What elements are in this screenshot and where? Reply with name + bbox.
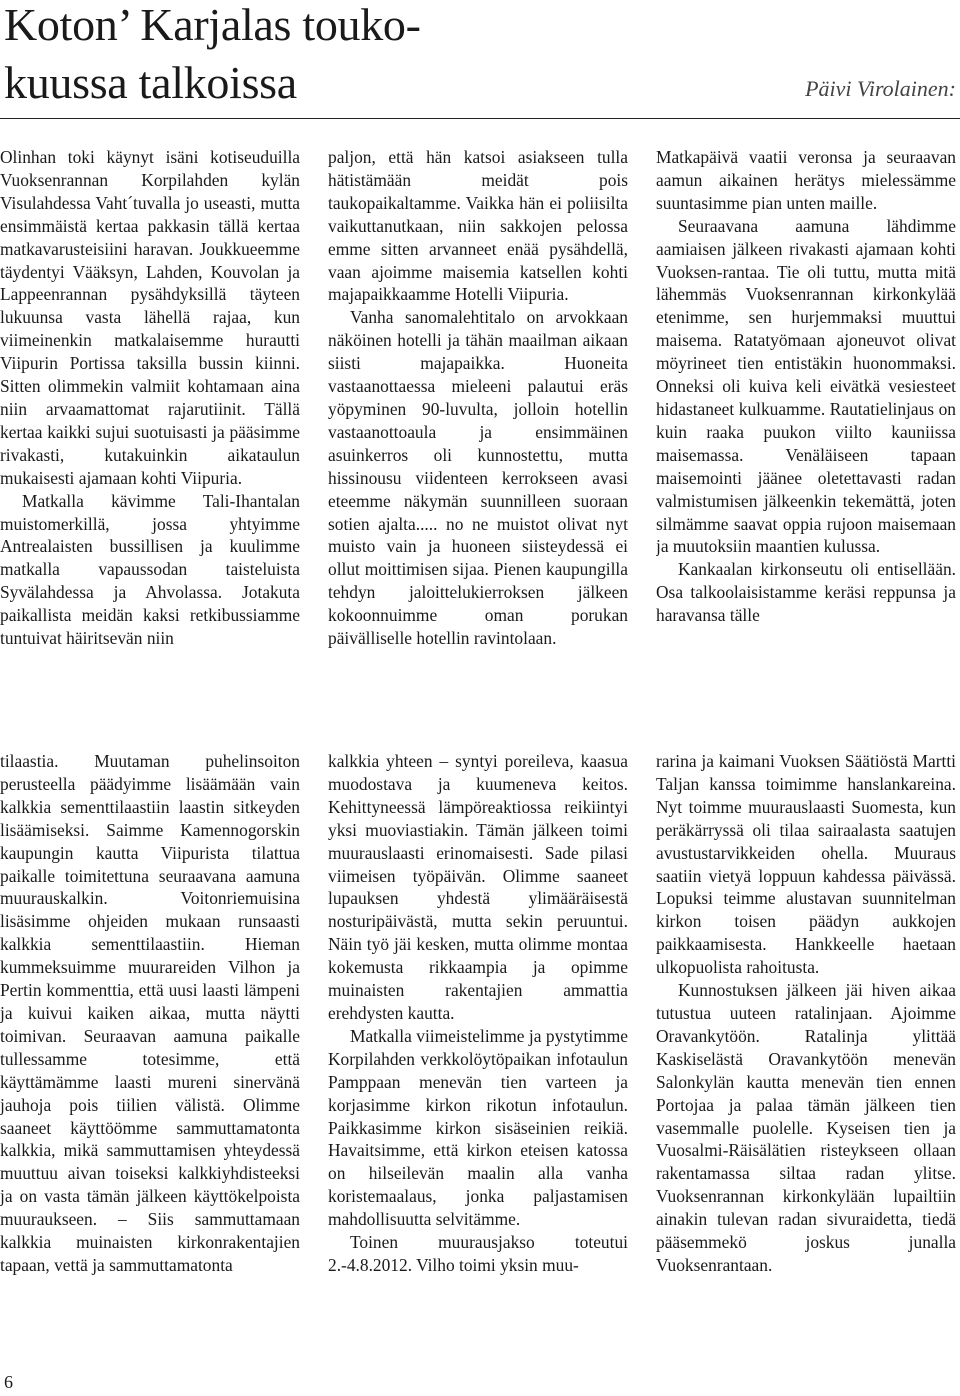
paragraph: paljon, että hän katsoi asiakseen tulla hätistämään meidät pois taukopaikaltamme. Vaikka hän ei poliisilta vaikuttanutkaan, niin sakkojen pelossa emme sitten arvanneet enää pysähdellä, vaan ajoimme maisemia katsellen kohti majapaikkaamme Hotelli Viipuria. xyxy=(328,147,628,305)
column-bottom-left xyxy=(0,750,300,1350)
article-title: Koton’ Karjalas touko- kuussa talkoissa xyxy=(4,0,421,108)
column-top-right xyxy=(656,146,956,724)
paragraph: rarina ja kaimani Vuoksen Säätiöstä Martti Taljan kanssa toimimme hanslankareina. Nyt toimme muurauslaasti Suomesta, kun peräkärryssä oli tilaa sairaalasta saatujen avustustarvikkeiden ohella. Muuraus saatiin vietyä loppuun kahdessa päivässä. Lopuksi teimme alustavan suunnitelman kirkon toisen päädyn aukkojen paikkaamisesta. Hankkeelle haetaan ulkopuolista rahoitusta. xyxy=(656,751,956,978)
paragraph: Seuraavana aamuna lähdimme aamiaisen jälkeen rivakasti ajamaan kohti Vuoksen-rantaa. Tie oli tuttu, mutta mitä lähemmäs Vuoksenrannan kirkonkylää etenimme, sen hurjemmaksi muuttui maisema. Ratatyömaan ajoneuvot olivat möyrineet tien entistäkin huonommaksi. Onneksi oli kuiva keli eivätkä vesiesteet hidastaneet kulkuamme. Rautatielinjaus on kuin raaka puukon viilto kauniissa maisemassa. Venäläiseen tapaan maisemointi jäänee oletettavasti radan valmistumisen jälkeenkin tekemättä, joten silmämme saavat oppia rujoon maisemaan ja muutoksiin maantien kulussa. xyxy=(656,215,956,557)
paragraph: Olinhan toki käynyt isäni kotiseuduilla Vuoksenrannan Korpilahden kylän Visulahdessa Vaht´tuvalla jo useasti, mutta ensimmäistä kertaa pakkasin tällä kertaa matkavarusteisiini haravan. Joukkueemme täydentyi Vääksyn, Lahden, Kouvolan ja Lappeenrannan pysähdyksillä täyteen lukuunsa vasta lähellä rajaa, kun viimeinenkin matkalaisemme hurautti Viipurin Portissa taksilla bussin kiinni. Sitten olimmekin valmiit kohtamaan aina niin arvaamattomat rajarutiinit. Tällä kertaa kaikki sujui suotuisasti ja pääsimme rivakasti, kutakuinkin aikataulun mukaisesti ajamaan kohti Viipuria. xyxy=(0,147,300,488)
paragraph: kalkkia yhteen – syntyi poreileva, kaasua muodostava ja kuumeneva keitos. Kehittyneessä lämpöreaktiossa reikiintyi yksi muoviastiakin. Tämän jälkeen toimi muurauslaasti erinomaisesti. Sade pilasi viimeisen työpäivän. Olimme saaneet lupauksen yhdestä ylimääräisestä nosturipäivästä, mutta sekin peruuntui. Näin työ jäi kesken, mutta olimme montaa kokemusta rikkaampia ja opimme muinaisten rakentajien ammattia erehdysten kautta. xyxy=(328,751,628,1023)
paragraph: Matkalla kävimme Tali-Ihantalan muistomerkillä, jossa yhtyimme Antrealaisten bussillisen ja kuulimme matkalla vapaussodan taisteluista Syvälahdessa ja Ahvolassa. Jotakuta paikallista meidän kaksi retkibussiamme tuntuivat häiritsevän niin xyxy=(0,490,300,649)
top-text-block xyxy=(0,146,960,724)
column-top-left xyxy=(0,146,300,724)
author-byline: Päivi Virolainen: xyxy=(805,76,956,101)
column-bottom-right xyxy=(656,750,956,1350)
paragraph: Kunnostuksen jälkeen jäi hiven aikaa tutustua uuteen ratalinjaan. Ajoimme Oravankytöön. Ratalinja ylittää Kaskiselästä Oravankytöön menevän Salonkylän kautta menevän tien ennen Portojaa ja palaa tämän jälkeen tien vasemmalle puolelle. Kyseisen tien ja Vuosalmi-Räisälätien risteykseen ollaan rakentamassa siltaa radan ylitse. Vuoksenrannan kirkonkylään lupailtiin ainakin tulevan radan sivuraidetta, tiedä pääsemmekö joskus junalla Vuoksenrantaan. xyxy=(656,980,956,1275)
title-divider xyxy=(0,118,960,119)
column-top-middle xyxy=(328,146,628,724)
paragraph: Vanha sanomalehtitalo on arvokkaan näköinen hotelli ja tähän maailman aikaan siisti majapaikka. Huoneita vastaanottaessa mieleeni palautui eräs yöpyminen 90-luvulta, jolloin hotellin vastaanottoaula ja ensimmäinen asuinkerros oli kunnostettu, mutta hissinousu viidenteen kerrokseen avasi eteemme näkymän suunnilleen suoraan sotien ajalta..... no ne muistot olivat nyt muisto vain ja huoneen siisteydessä ei ollut moittimisen sijaa. Pienen kaupungilla tehdyn jaloittelukierroksen jälkeen kokoonnuimme oman porukan päivälliselle hotellin ravintolaan. xyxy=(328,307,628,649)
paragraph: Matkapäivä vaatii veronsa ja seuraavan aamun aikainen herätys mielessämme suuntasimme pian unten maille. xyxy=(656,147,956,213)
bottom-text-block xyxy=(0,750,960,1350)
paragraph: Kankaalan kirkonseutu oli entisellään. Osa talkoolaisistamme keräsi reppunsa ja haravansa tälle xyxy=(656,559,956,626)
paragraph: Matkalla viimeistelimme ja pystytimme Korpilahden verkkolöytöpaikan infotaulun Pamppaan menevän tien varteen ja korjasimme kirkon rikotun infotaulun. Paikkasimme kirkon sisäseinien reikiä. Havaitsimme, että kirkon eteisen katossa on hilseilevän maalin alla vanha koristemaalaus, jonka paljastamisen mahdollisuutta selvitämme. xyxy=(328,1025,628,1230)
page-number: 6 xyxy=(4,1372,13,1392)
column-bottom-middle xyxy=(328,750,628,1350)
paragraph: tilaastia. Muutaman puhelinsoiton perusteella päädyimme lisäämään vain kalkkia sementtilaastiin laastin sitkeyden lisäämiseksi. Saimme Kamennogorskin kaupungin kautta Viipurista tilattua paikalle toimitettuna seuraavana aamuna muurauskalkin. Voitonriemuisina lisäsimme ohjeiden mukaan runsaasti kalkkia sementtilaastiin. Hieman kummeksuimme muurareiden Vilhon ja Pertin kommenttia, että uusi laasti lämpeni ja kuivui kaiken aikaa, mutta näytti toimivan. Seuraavan aamuna paikalle tullessamme totesimme, että käyttämämme laasti mureni sinervänä jauhoja pois tiilien välistä. Olimme saaneet käyttöömme sammuttamatonta kalkkia, mikä sammuttamisen yhteydessä muuttuu aivan toiseksi kalkkiyhdisteeksi ja on vasta tämän jälkeen käyttökelpoista muuraukseen. – Siis sammuttamaan kalkkia muinaisten kirkonrakentajien tapaan, vettä ja sammuttamatonta xyxy=(0,751,300,1275)
paragraph: Toinen muurausjakso toteutui 2.-4.8.2012. Vilho toimi yksin muu- xyxy=(328,1232,628,1275)
